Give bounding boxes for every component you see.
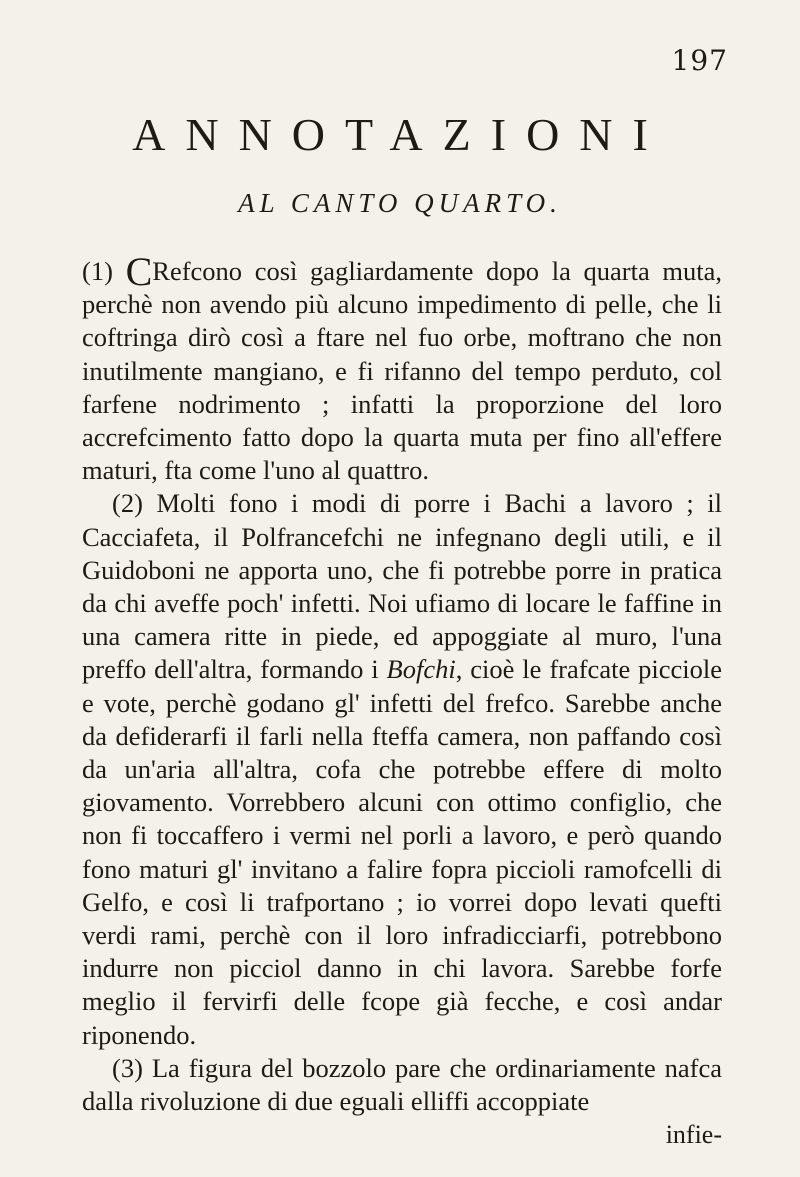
note-3: [82, 1052, 722, 1118]
page-title: ANNOTAZIONI: [132, 109, 668, 160]
annotations-body: [82, 249, 723, 1118]
drop-cap: C: [125, 249, 153, 294]
section-subtitle: AL CANTO QUARTO.: [238, 188, 562, 218]
note-1-marker: (1): [82, 256, 113, 286]
note-1-text: Refcono così gagliardamente dopo la quarta muta, perchè non avendo più alcuno impedimento di pelle, che li coftringa dirò così a ftare nel fuo orbe, moftrano che non inutilmente mangiano, e fi rifanno del tempo perduto, col farfene nodrimento ; infatti la proporzione del loro accrefcimento fatto dopo la quarta muta per fino all'effere maturi, fta come l'uno al quattro.: [82, 256, 723, 486]
note-2: [82, 487, 722, 1051]
note-2-text: Molti fono i modi di porre i Bachi a lavoro ; il Cacciafeta, il Polfrancefchi ne infegnano degli utili, e il Guidoboni ne apporta uno, che fi potrebbe porre in pratica da chi aveffe poch' infetti. Noi ufiamo di locare le faffine in una camera ritte in piede, ed appoggiate al muro, l'una preffo dell'altra, formando i: [82, 488, 722, 685]
note-2-italic-term: Bofchi: [386, 654, 456, 685]
note-2-text-continued: , cioè le frafcate picciole e vote, perchè godano gl' infetti del frefco. Sarebbe anche da defiderarfi il farli nella fteffa camera, non paffando così da un'aria all'altra, cofa che potrebbe effere di molto giovamento. Vorrebbero alcuni con ottimo configlio, che non fi toccaffero i vermi nel porli a lavoro, e però quando fono maturi gl' invitano a falire fopra piccioli ramofcelli di Gelfo, e così li trafportano ; io vorrei dopo levati quefti verdi rami, perchè con il loro infradicciarfi, potrebbono indurre non picciol danno in chi lavora. Sarebbe forfe meglio il fervirfi delle fcope già fecche, e così andar riponendo.: [82, 654, 722, 1050]
note-3-text: La figura del bozzolo pare che ordinariamente nafca dalla rivoluzione di due eguali elliffi accoppiate: [82, 1052, 722, 1117]
note-1: [82, 249, 723, 487]
note-2-marker: (2): [112, 488, 143, 519]
page-number: 197: [671, 44, 728, 77]
note-3-marker: (3): [112, 1052, 143, 1083]
catchword: infie-: [665, 1120, 722, 1149]
